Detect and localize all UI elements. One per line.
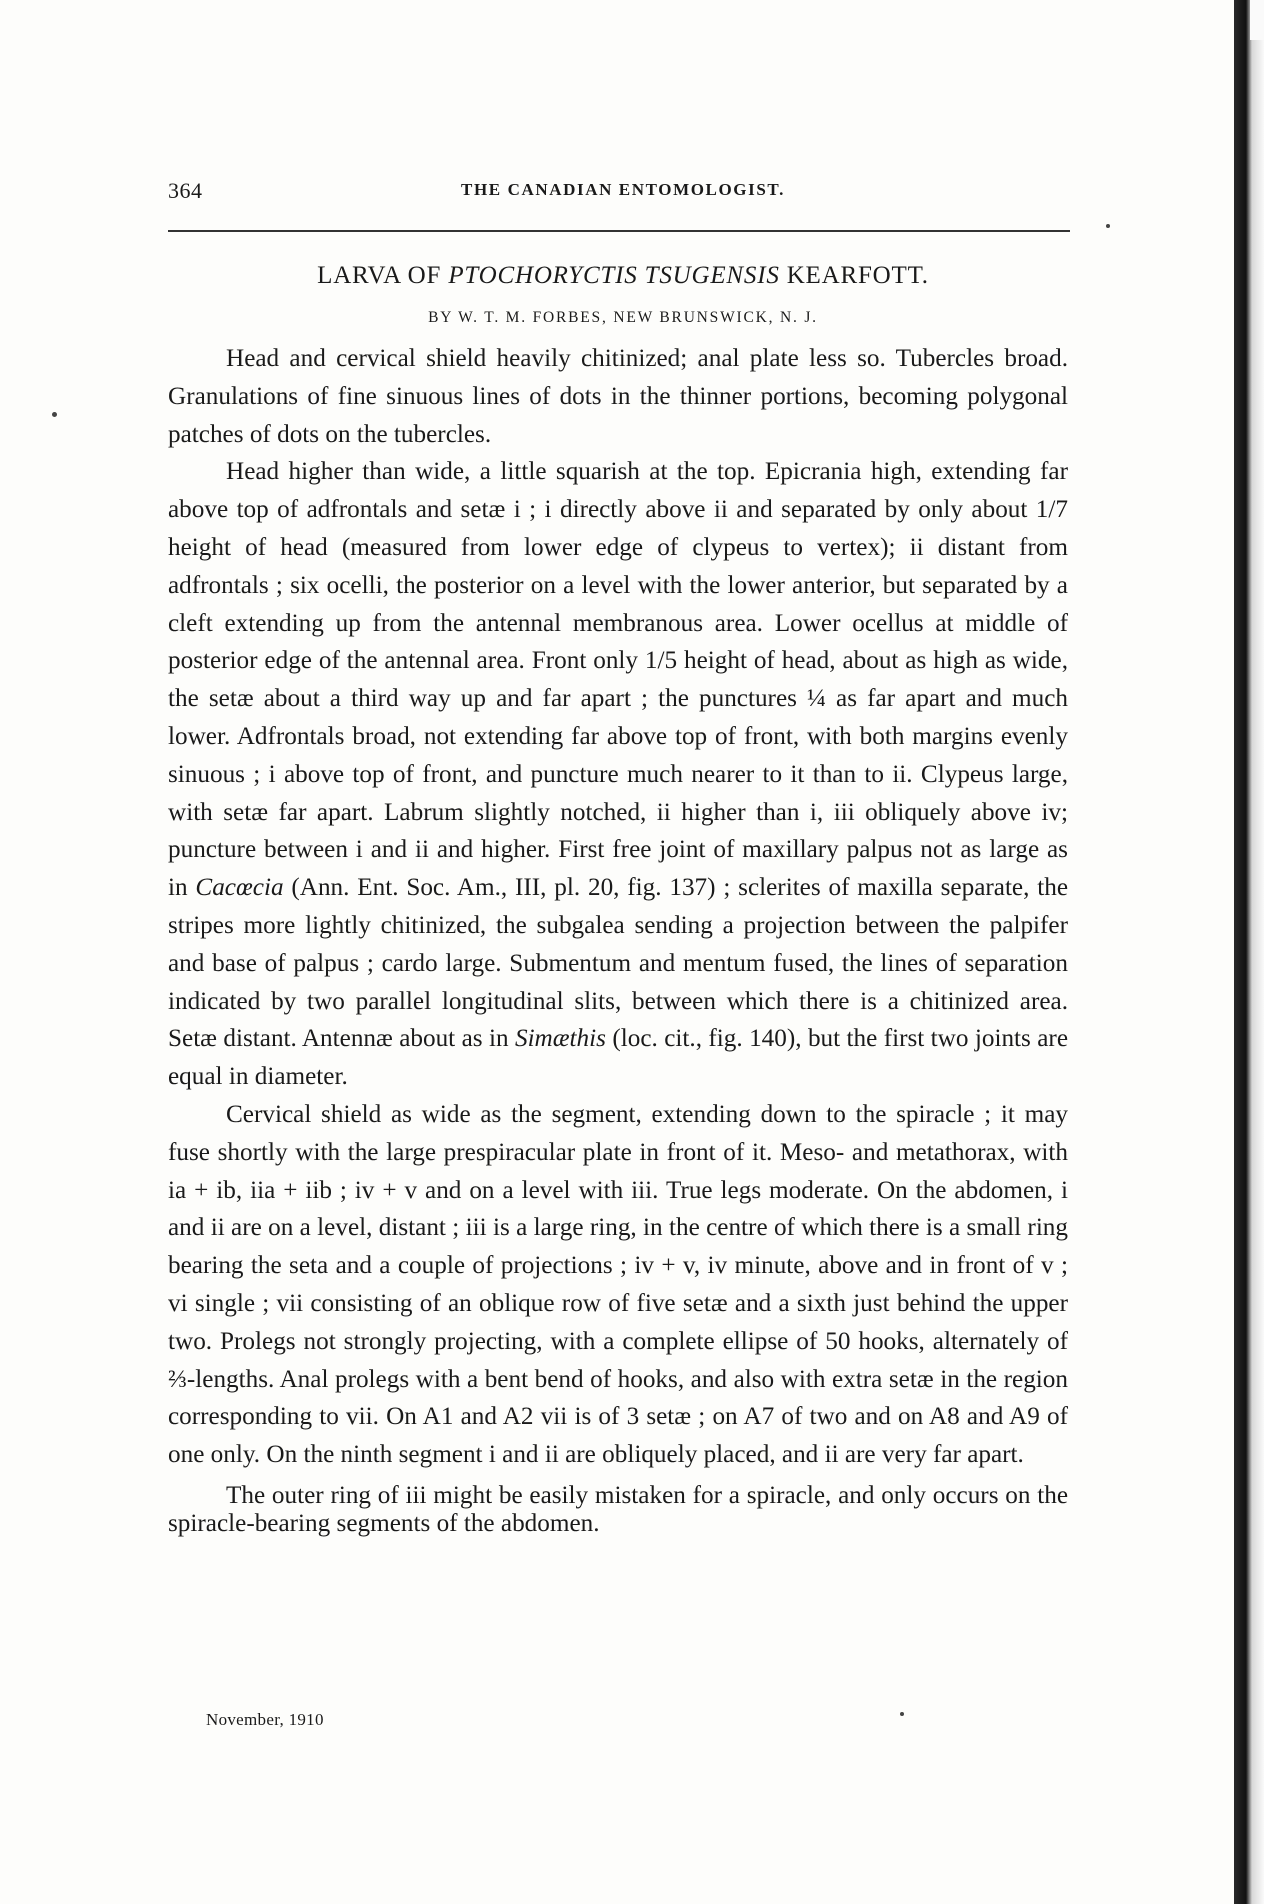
paragraph-3-part-b: iii is a large ring, in the centre of which there is a small ring bearing the seta and a couple of projections ; iv + v, iv minute, above and in front of v ; vi single ; vii consisting of an oblique row of five setæ and a sixth just behind the upper two. Prolegs not strongly projecting, with a complete ellipse of 50 hooks, alternately of ⅔-lengths. Anal prolegs with a bent bend of hooks, and also with extra setæ in the region corresponding to vii. On A1 and A2 vii is of 3 setæ ; on A7 of two and on A8 and A9 of one only. On the ninth segment i and ii are obliquely placed, and ii are very far apart.	[168, 1214, 1068, 1469]
scan-speck	[52, 412, 57, 417]
article-title	[168, 262, 1078, 290]
running-head	[168, 178, 1078, 208]
header-rule	[168, 230, 1070, 232]
genus-cacoecia: Cacœcia	[195, 874, 284, 902]
page-edge-highlight	[1250, 0, 1264, 40]
page-number: 364	[168, 178, 203, 203]
paragraph-2-part-a: Head higher than wide, a little squarish at the top. Epicrania high, extending far above top of adfrontals and setæ i ; i directly above ii and separated by only about 1/7 height of head (measured from lower edge of clypeus to vertex); ii distant from adfrontals ; six ocelli, the posterior on a level with the lower anterior, but separated by a cleft extending up from the antennal membranous area. Lower ocellus at middle of posterior edge of the antennal area. Front only 1/5 height of head, about as high as wide, the setæ about a third way up and far apart ; the punctures ¼ as far apart and much lower. Adfrontals broad, not extending far above top of front, with both margins evenly sinuous ; i above top of front, and puncture much nearer to it than to ii. Clypeus large, with setæ far apart. Labrum slightly notched, ii higher than i, iii obliquely above iv; puncture between i and ii and higher. First free joint of maxillary palpus not as large as in	[168, 458, 1068, 902]
article-body	[168, 340, 1068, 1538]
paragraph-3	[168, 1096, 1068, 1474]
journal-title: THE CANADIAN ENTOMOLOGIST.	[461, 180, 785, 199]
byline: BY W. T. M. FORBES, NEW BRUNSWICK, N. J.	[428, 309, 818, 326]
title-species: PTOCHORYCTIS TSUGENSIS	[448, 262, 780, 289]
paragraph-2-part-b: (Ann. Ent. Soc. Am., III, pl. 20, fig. 137) ; sclerites of maxilla separate, the stripes more lightly chitinized, the subgalea sending a projection between the palpifer and base of palpus ; cardo large. Submentum and mentum fused, the lines of separation indicated by two parallel longitudinal slits, between which there is a chitinized area. Setæ distant. Antennæ about as in	[168, 874, 1068, 1053]
scan-speck	[900, 1712, 904, 1716]
title-suffix: KEARFOTT.	[786, 262, 929, 289]
paragraph-3-part-a: Cervical shield as wide as the segment, extending down to the spiracle ; it may fuse shortly with the large prespiracular plate in front of it. Meso- and metathorax, with ia + ib, iia + iib ; iv + v and on a level with iii. True legs moderate. On the abdomen, i and ii are on a level, distant ;	[168, 1100, 1068, 1242]
page-edge-shadow	[1234, 0, 1264, 1904]
scan-speck	[1106, 224, 1110, 228]
title-prefix: LARVA OF	[317, 262, 442, 289]
genus-simaethis: Simæthis	[514, 1025, 606, 1053]
issue-date: November, 1910	[206, 1710, 324, 1729]
paragraph-2	[168, 453, 1068, 1096]
paragraph-2-part-c: (loc. cit., fig. 140), but the first two joints are equal in diameter.	[168, 1025, 1068, 1091]
paragraph-4: The outer ring of iii might be easily mistaken for a spiracle, and only occurs on the spiracle-bearing segments of the abdomen.	[168, 1481, 1068, 1537]
paragraph-1: Head and cervical shield heavily chitinized; anal plate less so. Tubercles broad. Granulations of fine sinuous lines of dots in the thinner portions, becoming polygonal patches of dots on the tubercles.	[168, 345, 1068, 448]
